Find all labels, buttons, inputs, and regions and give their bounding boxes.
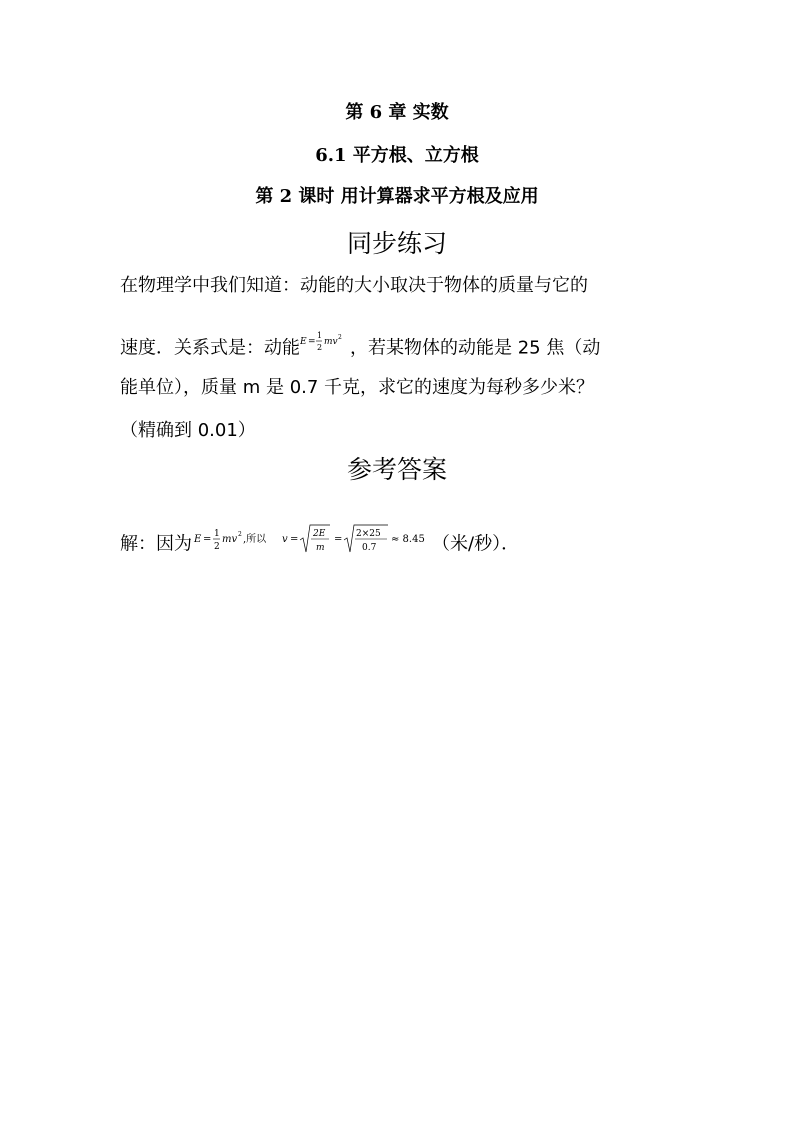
sol-m: m [316,543,325,553]
kinetic-energy-formula [300,330,350,367]
sol-approx: ≈ 8.45 [391,534,425,545]
problem-line-2 [120,330,600,367]
sol-mv: mv [222,534,238,545]
sol-eq3: = [334,534,343,545]
sol-den: 0.7 [362,543,377,553]
lesson-heading: 第 2 课时 用计算器求平方根及应用 [255,186,539,207]
sol-twoE: 2E [313,529,326,539]
sol-eq1: = [203,534,212,545]
sol-v: v [282,534,288,545]
problem-line-2-before: 速度．关系式是：动能 [120,337,300,359]
formula-eq: = [308,337,316,347]
problem-line-1: 在物理学中我们知道：动能的大小取决于物体的质量与它的 [120,275,588,296]
sol-one: 1 [214,529,220,539]
sol-num: 2×25 [356,529,381,539]
speed-solution-formula [192,520,432,569]
chapter-heading: 第 6 章 实数 [345,102,449,123]
sol-e: E [194,534,202,545]
practice-title: 同步练习 [346,229,447,258]
answer-line [120,520,519,569]
answer-suffix: （米/秒）． [432,533,520,555]
answer-title: 参考答案 [346,455,447,484]
sol-so: ,所以 [243,534,267,545]
sol-eq2: = [290,534,299,545]
problem-line-4: （精确到 0.01） [120,420,256,441]
problem-line-3: 能单位），质量 m 是 0.7 千克，求它的速度为每秒多少米？ [120,377,595,398]
sol-two: 2 [214,542,220,552]
section-heading: 6.1 平方根、立方根 [315,145,479,166]
formula-den: 2 [317,343,323,352]
formula-exp: 2 [338,334,342,341]
formula-num: 1 [317,331,323,340]
problem-line-2-after: ，若某物体的动能是 25 焦（动 [350,337,601,359]
answer-prefix: 解：因为 [120,533,192,555]
formula-rhs: mv [324,337,338,347]
sol-sq: 2 [238,531,242,538]
formula-lhs: E [300,337,307,347]
